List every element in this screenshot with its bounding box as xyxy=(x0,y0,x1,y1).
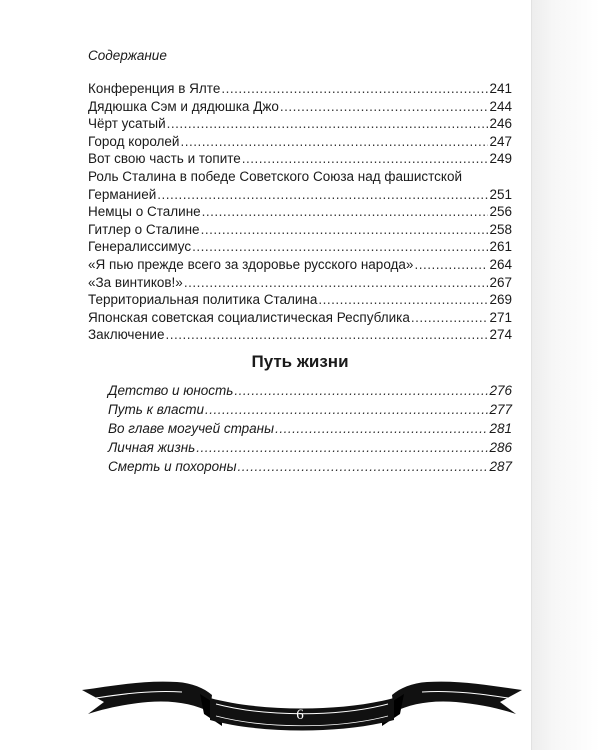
toc-entry-page: 286 xyxy=(489,440,512,455)
toc-entry-title: Город королей xyxy=(88,133,180,149)
dot-leader xyxy=(196,438,488,457)
toc-entry-page: 277 xyxy=(489,402,512,417)
dot-leader xyxy=(205,400,488,419)
section-table-of-contents xyxy=(108,381,512,476)
dot-leader xyxy=(411,309,489,327)
toc-entry xyxy=(88,309,512,327)
dot-leader xyxy=(201,221,489,239)
section-heading: Путь жизни xyxy=(251,352,349,371)
toc-entry-title: Смерть и похороны xyxy=(108,459,237,474)
toc-entry xyxy=(88,238,512,256)
toc-entry-page: 246 xyxy=(489,116,512,132)
toc-entry xyxy=(88,80,512,98)
page-number: 6 xyxy=(296,707,304,723)
dot-leader xyxy=(202,203,489,221)
toc-entry-page: 264 xyxy=(489,256,512,272)
toc-entry-page: 241 xyxy=(489,81,512,96)
toc-entry-page: 271 xyxy=(489,309,512,325)
dot-leader xyxy=(238,457,489,476)
ribbon-banner-ornament xyxy=(82,668,522,738)
dot-leader xyxy=(242,150,489,168)
toc-entry-title: Вот свою часть и топите xyxy=(88,151,241,167)
toc-entry-page: 258 xyxy=(489,221,512,237)
dot-leader xyxy=(167,115,489,133)
toc-entry-title: Путь к власти xyxy=(108,402,204,417)
toc-entry xyxy=(88,274,512,292)
toc-entry-title: Детство и юность xyxy=(108,383,234,398)
toc-entry xyxy=(88,150,512,168)
toc-entry-title: Дядюшка Сэм и дядюшка Джо xyxy=(88,98,279,114)
toc-entry-title: Во главе могучей страны xyxy=(108,421,275,436)
toc-entry xyxy=(108,400,512,419)
ribbon-right-tail xyxy=(392,682,522,714)
toc-entry-page: 249 xyxy=(489,151,512,167)
toc-entry xyxy=(108,381,512,400)
toc-entry xyxy=(108,419,512,438)
dot-leader xyxy=(184,274,489,292)
toc-entry-title: «За винтиков!» xyxy=(88,274,183,290)
toc-entry-title: Конференция в Ялте xyxy=(88,81,221,96)
dot-leader xyxy=(414,256,488,274)
toc-entry xyxy=(88,291,512,309)
toc-entry xyxy=(88,326,512,344)
toc-entry-page: 281 xyxy=(489,421,512,436)
toc-entry-title: «Я пью прежде всего за здоровье русского народа» xyxy=(88,256,414,272)
dot-leader xyxy=(180,133,488,151)
toc-entry xyxy=(88,203,512,221)
toc-entry-title-continued: Германией xyxy=(88,186,157,202)
dot-leader xyxy=(157,186,488,204)
dot-leader xyxy=(275,419,488,438)
toc-entry-page: 247 xyxy=(489,133,512,149)
toc-entry-title: Роль Сталина в победе Советского Союза над фашистской xyxy=(88,168,462,184)
dot-leader xyxy=(192,238,488,256)
ribbon-left-tail xyxy=(82,682,212,714)
running-head: Содержание xyxy=(88,48,167,63)
toc-entry-multiline xyxy=(88,168,512,203)
toc-entry-title: Чёрт усатый xyxy=(88,116,166,132)
toc-entry xyxy=(108,457,512,476)
toc-entry xyxy=(88,256,512,274)
toc-entry xyxy=(88,133,512,151)
dot-leader xyxy=(280,98,489,116)
toc-entry-page: 267 xyxy=(489,274,512,290)
toc-entry-title: Японская советская социалистическая Республика xyxy=(88,309,410,325)
toc-entry-page: 276 xyxy=(489,383,512,398)
dot-leader xyxy=(318,291,488,309)
toc-entry-title: Заключение xyxy=(88,327,165,343)
toc-entry-title: Немцы о Сталине xyxy=(88,204,201,220)
dot-leader xyxy=(221,80,488,98)
toc-entry-page: 251 xyxy=(489,186,512,202)
toc-entry-title: Личная жизнь xyxy=(108,440,196,455)
toc-entry-title: Генералиссимус xyxy=(88,239,192,255)
page-edge xyxy=(531,0,532,750)
toc-entry xyxy=(88,115,512,133)
toc-entry xyxy=(88,98,512,116)
toc-entry-title: Гитлер о Сталине xyxy=(88,221,200,237)
toc-entry-page: 244 xyxy=(489,98,512,114)
page-spine-shadow xyxy=(532,0,600,750)
toc-entry xyxy=(88,221,512,239)
dot-leader xyxy=(234,381,488,400)
toc-entry xyxy=(108,438,512,457)
toc-entry-page: 274 xyxy=(489,327,512,343)
toc-entry-page: 256 xyxy=(489,204,512,220)
table-of-contents xyxy=(88,80,512,344)
dot-leader xyxy=(165,326,488,344)
toc-entry-page: 287 xyxy=(489,459,512,474)
toc-entry-title: Территориальная политика Сталина xyxy=(88,292,318,308)
toc-entry-page: 261 xyxy=(489,239,512,255)
toc-entry-page: 269 xyxy=(489,292,512,308)
